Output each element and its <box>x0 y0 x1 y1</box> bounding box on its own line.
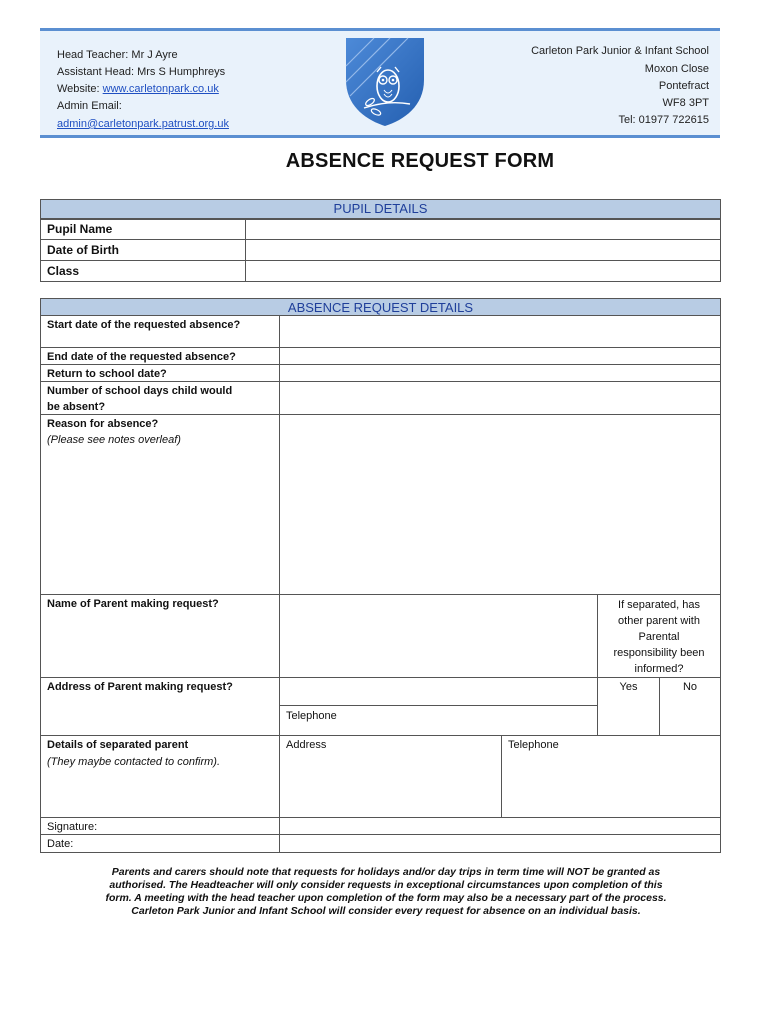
dob-field[interactable] <box>245 239 721 261</box>
return-date-label-cell <box>40 364 280 382</box>
school-days-label-line1: Number of school days child would <box>47 385 233 397</box>
school-days-label-cell <box>40 381 280 415</box>
parent-telephone-cell[interactable] <box>279 705 598 736</box>
school-name: Carleton Park Junior & Infant School <box>531 45 709 57</box>
form-title: ABSENCE REQUEST FORM <box>285 150 555 172</box>
no-option-cell[interactable] <box>659 677 721 736</box>
assistant-head: Assistant Head: Mrs S Humphreys <box>57 66 226 78</box>
postcode: WF8 3PT <box>662 97 709 109</box>
signature-label: Signature: <box>47 821 98 833</box>
yes-option-cell[interactable] <box>597 677 660 736</box>
separated-question-line3: Parental <box>638 631 680 643</box>
reason-field[interactable] <box>279 414 721 595</box>
website-line <box>57 81 219 98</box>
class-field[interactable] <box>245 260 721 282</box>
end-date-label-cell <box>40 347 280 365</box>
parent-name-field[interactable] <box>279 594 598 678</box>
separated-question-line5: informed? <box>634 663 684 675</box>
head-teacher: Head Teacher: Mr J Ayre <box>57 49 178 61</box>
address-line2: Pontefract <box>658 80 709 92</box>
date-label-cell <box>40 834 280 853</box>
parent-name-label-cell <box>40 594 280 678</box>
separated-parent-label-cell <box>40 735 280 818</box>
separated-question-cell <box>597 594 721 678</box>
dob-label: Date of Birth <box>47 243 119 257</box>
parent-address-field[interactable] <box>279 677 598 706</box>
start-date-label: Start date of the requested absence? <box>47 319 241 331</box>
start-date-label-cell <box>40 315 280 348</box>
separated-parent-note: (They maybe contacted to confirm). <box>47 756 221 768</box>
separated-address-label: Address <box>286 739 327 751</box>
owl-shield-logo-icon <box>344 36 426 128</box>
website-label: Website: <box>57 83 103 95</box>
date-field[interactable] <box>279 834 721 853</box>
parent-name-label: Name of Parent making request? <box>47 598 219 610</box>
class-label-cell <box>40 260 246 282</box>
start-date-field[interactable] <box>279 315 721 348</box>
separated-parent-telephone-field[interactable] <box>501 735 721 818</box>
website-link[interactable]: www.carletonpark.co.uk <box>102 83 219 95</box>
date-label: Date: <box>47 838 74 850</box>
yes-label: Yes <box>619 681 638 693</box>
signature-label-cell <box>40 817 280 835</box>
separated-question-line2: other parent with <box>618 615 700 627</box>
school-telephone: Tel: 01977 722615 <box>618 114 709 126</box>
signature-field[interactable] <box>279 817 721 835</box>
separated-question-line4: responsibility been <box>613 647 705 659</box>
parent-address-label: Address of Parent making request? <box>47 681 233 693</box>
school-days-field[interactable] <box>279 381 721 415</box>
reason-label: Reason for absence? <box>47 418 159 430</box>
return-date-label: Return to school date? <box>47 368 167 380</box>
address-line1: Moxon Close <box>644 63 709 75</box>
reason-label-cell <box>40 414 280 595</box>
return-date-field[interactable] <box>279 364 721 382</box>
pupil-name-label: Pupil Name <box>47 222 113 236</box>
pupil-name-label-cell <box>40 219 246 240</box>
school-days-label-line2: be absent? <box>47 401 106 413</box>
end-date-label: End date of the requested absence? <box>47 351 236 363</box>
absence-details-heading: ABSENCE REQUEST DETAILS <box>40 298 721 316</box>
class-label: Class <box>47 264 80 278</box>
reason-note: (Please see notes overleaf) <box>47 434 181 446</box>
separated-parent-label: Details of separated parent <box>47 739 189 751</box>
end-date-field[interactable] <box>279 347 721 365</box>
separated-question-line1: If separated, has <box>618 599 700 611</box>
separated-parent-address-field[interactable] <box>279 735 502 818</box>
parent-telephone-label: Telephone <box>286 710 337 722</box>
admin-email-label: Admin Email: <box>57 100 122 112</box>
dob-label-cell <box>40 239 246 261</box>
pupil-details-heading: PUPIL DETAILS <box>40 199 721 219</box>
pupil-name-field[interactable] <box>245 219 721 240</box>
separated-telephone-label: Telephone <box>508 739 559 751</box>
admin-email-link[interactable]: admin@carletonpark.patrust.org.uk <box>57 118 229 130</box>
no-label: No <box>682 681 698 693</box>
footer-note: Parents and carers should note that requests for holidays and/or day trips in term time will NOT be granted as authorised. The Headteacher will only consider requests in exceptional circumstances upon completion of this form. A meeting with the head teacher upon completion of the form may also be a necessary part of the process. Carleton Park Junior and Infant School will consider every request for absence on an individual basis. <box>105 866 667 917</box>
parent-address-label-cell <box>40 677 280 736</box>
